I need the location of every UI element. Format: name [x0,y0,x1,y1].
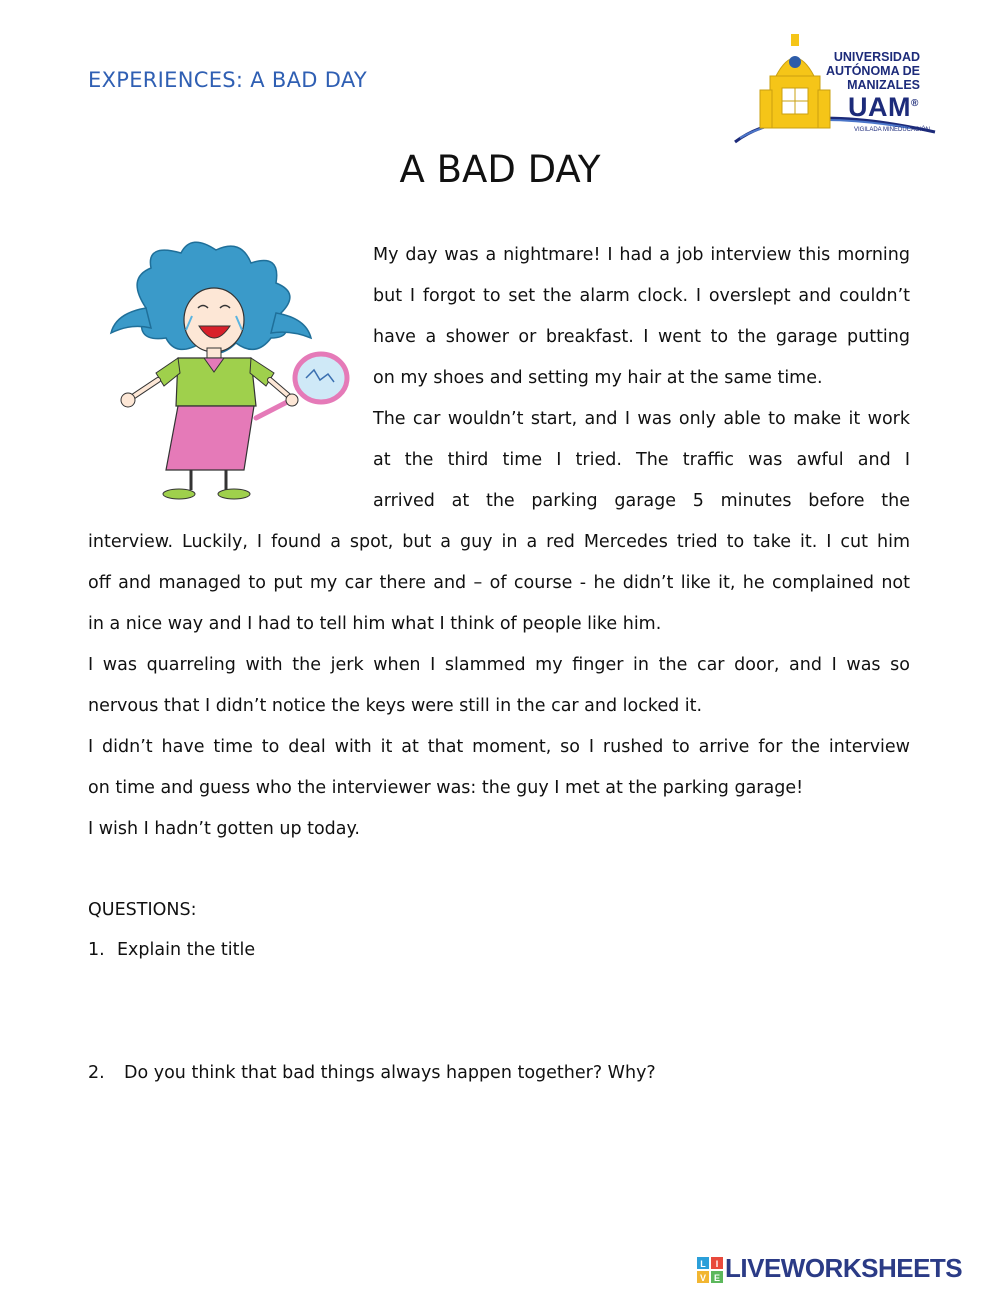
logo-spire [791,34,799,46]
story-line: interview. Luckily, I found a spot, but a guy in a red Mercedes tried to take it. I cut him [88,532,910,552]
logo-right-wing [818,90,830,128]
question-text: Do you think that bad things always happen together? Why? [124,1063,656,1083]
story-line: at the third time I tried. The traffic was awful and I [373,450,910,470]
question-number: 1. [88,940,105,960]
pink-skirt [166,406,254,470]
liveworksheets-wordmark: LIVEWORKSHEETS [725,1253,963,1283]
face [184,288,244,352]
logo-clock-icon [789,56,801,68]
question-item-1 [88,935,255,965]
questions-heading: QUESTIONS: [88,900,197,920]
broken-mirror-icon [295,354,347,402]
mirror-handle [256,400,291,418]
story-line: but I forgot to set the alarm clock. I overslept and couldn’t [373,286,910,306]
question-item-2 [88,1058,656,1088]
svg-text:V: V [699,1273,707,1283]
story-line: on time and guess who the interviewer was: the guy I met at the parking garage! [88,778,804,798]
story-line: I was quarreling with the jerk when I slammed my finger in the car door, and I was so [88,655,910,675]
logo-name-line: UNIVERSIDAD [833,50,920,64]
story-line: in a nice way and I had to tell him what I think of people like him. [88,614,662,634]
question-number: 2. [88,1063,105,1083]
right-shoe [218,489,250,499]
svg-text:E: E [713,1273,721,1283]
left-shoe [163,489,195,499]
story-line: The car wouldn’t start, and I was only able to make it work [373,409,910,429]
worksheet-header-label: EXPERIENCES: A BAD DAY [88,68,367,92]
girl-with-mirror-illustration [106,238,361,508]
story-line: I didn’t have time to deal with it at that moment, so I rushed to arrive for the interview [88,737,910,757]
logo-acronym-text: UAM [848,92,911,122]
logo-acronym [848,92,919,123]
story-line: off and managed to put my car there and – of course - he didn’t like it, he complained not [88,573,910,593]
logo-left-wing [760,90,772,128]
registered-mark: ® [911,98,919,109]
liveworksheets-logo-icon [697,1257,723,1283]
story-line: arrived at the parking garage 5 minutes before the [373,491,910,511]
logo-name-line: AUTÓNOMA DE [826,64,920,78]
svg-text:L: L [700,1259,706,1269]
logo-tagline: VIGILADA MINEDUCACIÓN [854,127,931,133]
svg-text:I: I [715,1259,719,1269]
story-line: nervous that I didn’t notice the keys were still in the car and locked it. [88,696,703,716]
logo-university-name [824,50,920,92]
story-line: have a shower or breakfast. I went to the garage putting [373,327,910,347]
question-text: Explain the title [117,940,256,960]
story-line: I wish I hadn’t gotten up today. [88,819,360,839]
university-logo [730,30,940,145]
story-line: on my shoes and setting my hair at the same time. [373,368,823,388]
story-line: My day was a nightmare! I had a job interview this morning [373,245,910,265]
page-title: A BAD DAY [399,148,601,191]
logo-name-line: MANIZALES [847,78,920,92]
